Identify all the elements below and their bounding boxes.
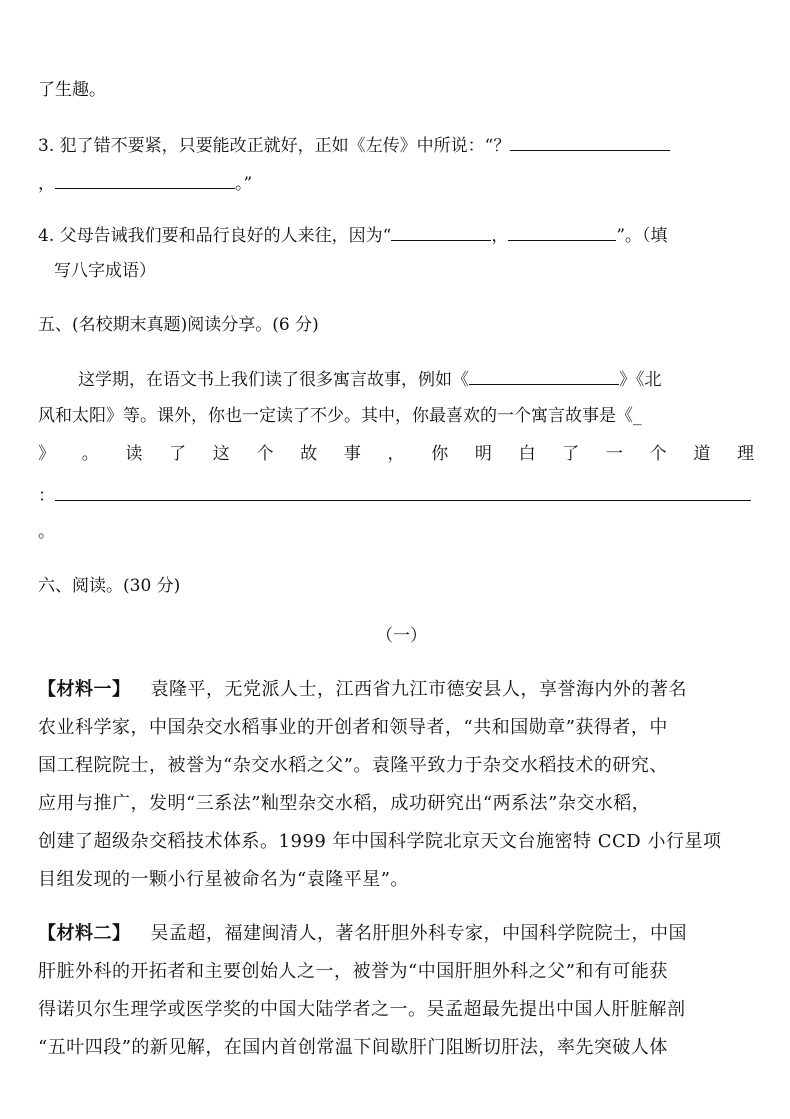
answer-blank[interactable] bbox=[508, 222, 616, 241]
material-2-line-3: 得诺贝尔生理学或医学奖的中国大陆学者之一。吴孟超最先提出中国人肝脏解剖 bbox=[38, 999, 686, 1020]
section-5-paragraph-line-2: 风和太阳》等。课外，你也一定读了不少。其中，你最喜欢的一个寓言故事是《_ bbox=[38, 406, 642, 426]
material-1-line-1 bbox=[38, 678, 687, 702]
char: 白 bbox=[518, 444, 536, 464]
question-3-text: 3. 犯了错不要紧，只要能改正就好，正如《左传》中所说：“？ bbox=[38, 136, 511, 156]
char: 事 bbox=[343, 444, 361, 464]
section-6-heading: 六、阅读。(30 分) bbox=[38, 576, 181, 596]
question-4-text: 4. 父母告诫我们要和品行良好的人来往，因为“ bbox=[38, 226, 392, 246]
char: 。 bbox=[81, 444, 99, 464]
char: 个 bbox=[649, 444, 667, 464]
material-1-line-3: 国工程院院士，被誉为“杂交水稻之父”。袁隆平致力于杂交水稻技术的研究、 bbox=[38, 755, 668, 776]
answer-blank[interactable] bbox=[55, 170, 235, 189]
answer-blank[interactable] bbox=[469, 366, 619, 385]
answer-blank[interactable] bbox=[391, 222, 491, 241]
char: 故 bbox=[300, 444, 318, 464]
question-3-line-1 bbox=[38, 132, 670, 158]
char: ， bbox=[387, 444, 405, 464]
material-1-text: 袁隆平，无党派人士，江西省九江市德安县人，享誉海内外的著名 bbox=[150, 679, 687, 700]
material-1-line-6: 目组发现的一颗小行星被命名为“袁隆平星”。 bbox=[38, 869, 409, 890]
subsection-title: （一） bbox=[376, 626, 427, 646]
material-2-line-1 bbox=[38, 922, 687, 946]
section-5-paragraph-line-3 bbox=[38, 442, 754, 466]
section-5-text: 这学期，在语文书上我们读了很多寓言故事，例如《 bbox=[78, 370, 469, 390]
section-5-heading: 五、(名校期末真题)阅读分享。(6 分) bbox=[38, 315, 319, 335]
section-5-paragraph-line-4 bbox=[38, 482, 751, 508]
char: 了 bbox=[169, 444, 187, 464]
char: 读 bbox=[125, 444, 143, 464]
material-1-line-2: 农业科学家，中国杂交水稻事业的开创者和领导者，“共和国勋章”获得者，中 bbox=[38, 717, 668, 738]
char: 明 bbox=[474, 444, 492, 464]
question-4-line-2: 写八字成语） bbox=[54, 261, 156, 281]
char: 》 bbox=[38, 444, 55, 464]
char: 理 bbox=[737, 444, 754, 464]
material-2-label: 【材料二】 bbox=[38, 923, 131, 944]
char: 道 bbox=[693, 444, 711, 464]
char: 个 bbox=[256, 444, 274, 464]
char: 了 bbox=[562, 444, 580, 464]
question-3-end: 。” bbox=[235, 174, 253, 194]
material-1-label: 【材料一】 bbox=[38, 679, 131, 700]
question-4-end: ”。（填 bbox=[616, 226, 668, 246]
section-5-paragraph-line-5: 。 bbox=[38, 522, 55, 542]
answer-blank[interactable] bbox=[55, 482, 751, 501]
colon: ： bbox=[38, 486, 55, 506]
char: 这 bbox=[212, 444, 230, 464]
question-3-comma: ， bbox=[38, 174, 55, 194]
material-2-text: 吴孟超，福建闽清人，著名肝胆外科专家，中国科学院院士，中国 bbox=[150, 923, 687, 944]
question-3-line-2 bbox=[38, 170, 252, 196]
answer-blank[interactable] bbox=[510, 132, 670, 151]
section-5-paragraph-line-1 bbox=[78, 366, 662, 392]
section-5-text: 》《北 bbox=[619, 370, 662, 390]
material-2-line-4: “五叶四段”的新见解，在国内首创常温下间歇肝门阻断切肝法，率先突破人体 bbox=[38, 1037, 668, 1058]
continuation-text: 了生趣。 bbox=[38, 80, 106, 100]
char: 你 bbox=[431, 444, 449, 464]
material-1-line-4: 应用与推广，发明“三系法”籼型杂交水稻，成功研究出“两系法”杂交水稻， bbox=[38, 793, 651, 814]
question-4-line-1 bbox=[38, 222, 668, 248]
material-1-line-5: 创建了超级杂交稻技术体系。1999 年中国科学院北京天文台施密特 CCD 小行星项 bbox=[38, 831, 722, 852]
question-4-separator: ， bbox=[491, 226, 509, 246]
material-2-line-2: 肝脏外科的开拓者和主要创始人之一，被誉为“中国肝胆外科之父”和有可能获 bbox=[38, 961, 668, 982]
char: 一 bbox=[605, 444, 623, 464]
